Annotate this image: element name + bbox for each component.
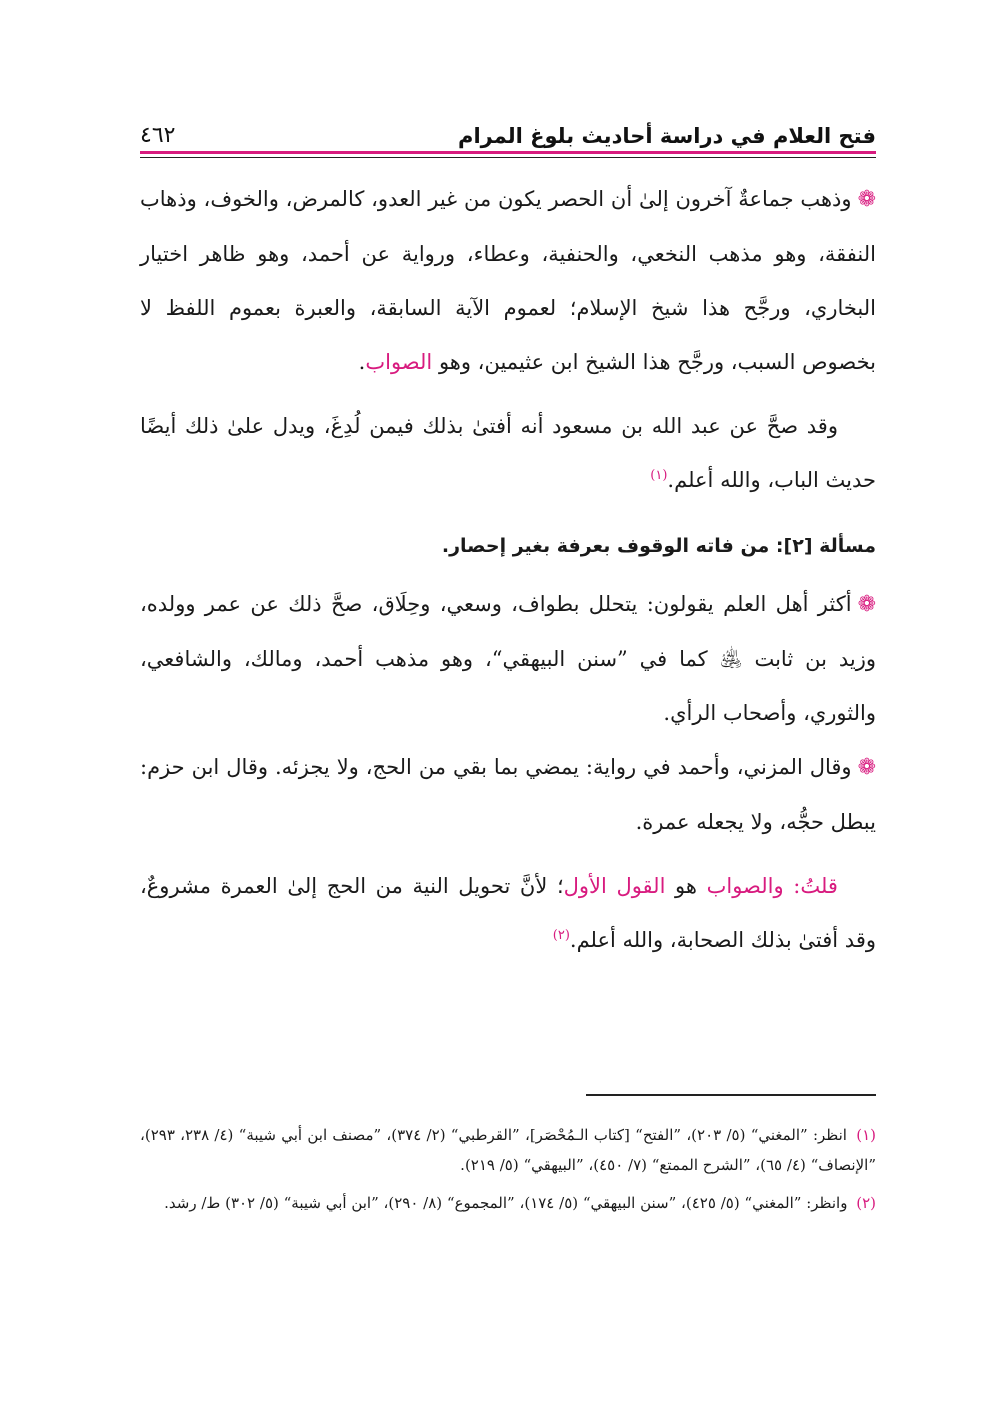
footnote-text: وانظر: ”المغني“ (٥/ ٤٢٥)، ”سنن البيهقي“ (٥/ ١٧٤)، ”المجموع“ (٨/ ٢٩٠)، ”ابن أبي شيبة“ (٥/ ٣٠٢) ط/ رشد.: [164, 1194, 848, 1212]
highlight-text: القول الأول: [563, 874, 666, 898]
paragraph-text: أكثر أهل العلم يقولون: يتحلل بطواف، وسعي، وحِلَاق، صحَّ ذلك عن عمر وولده، وزيد بن ثابت ﵁ كما في ”سنن البيهقي“، وهو مذهب أحمد، ومالك، والشافعي، والثوري، وأصحاب الرأي.: [140, 592, 876, 725]
book-title: فتح العلام في دراسة أحاديث بلوغ المرام: [458, 124, 876, 148]
footnotes: [140, 1120, 876, 1226]
paragraph-text: هو: [675, 874, 697, 898]
page-number: ٤٦٢: [140, 123, 176, 148]
flower-ornament-icon: ❁: [857, 755, 876, 780]
flower-ornament-icon: ❁: [857, 592, 876, 617]
footnote-number: (٢): [856, 1194, 876, 1212]
footnote-number: (١): [856, 1126, 876, 1144]
footnote-text: انظر: ”المغني“ (٥/ ٢٠٣)، ”الفتح“ [كتاب الـمُحْصَر]، ”القرطبي“ (٢/ ٣٧٤)، ”مصنف ابن أبي شيبة“ (٤/ ٢٣٨، ٢٩٣)، ”الإنصاف“ (٤/ ٦٥)، ”الشرح الممتع“ (٧/ ٤٥٠)، ”البيهقي“ (٥/ ٢١٩).: [140, 1126, 876, 1174]
footnote: [140, 1120, 876, 1180]
header-thin-rule: [140, 157, 876, 158]
section-heading: مسألة [٢]: من فاته الوقوف بعرفة بغير إحصار.: [441, 535, 876, 557]
qult-label: قلتُ:: [793, 874, 838, 898]
footnote-divider: [586, 1094, 876, 1096]
highlight-text: الصواب: [365, 350, 433, 374]
footnote-reference[interactable]: (٢): [552, 928, 570, 943]
paragraph: [140, 577, 876, 740]
flower-ornament-icon: ❁: [857, 187, 876, 212]
paragraph-text: وذهب جماعةٌ آخرون إلىٰ أن الحصر يكون من غير العدو، كالمرض، والخوف، وذهاب النفقة، وهو مذهب النخعي، والحنفية، وعطاء، ورواية عن أحمد، وهو ظاهر اختيار البخاري، ورجَّح هذا شيخ الإسلام؛ لعموم الآية السابقة، والعبرة بعموم اللفظ لا بخصوص السبب، ورجَّح هذا الشيخ ابن عثيمين، وهو: [140, 187, 876, 374]
paragraph: [140, 399, 876, 507]
paragraph-text: ؛ لأنَّ تحويل النية من الحج إلىٰ العمرة مشروعٌ، وقد أفتىٰ بذلك الصحابة، والله أعلم.: [140, 874, 876, 952]
paragraph: [140, 172, 876, 389]
main-text: [140, 172, 876, 967]
footnote-reference[interactable]: (١): [650, 468, 668, 483]
paragraph-text: وقد صحَّ عن عبد الله بن مسعود أنه أفتىٰ بذلك فيمن لُدِغَ، ويدل علىٰ ذلك أيضًا حديث الباب، والله أعلم.: [140, 414, 876, 492]
paragraph: [140, 740, 876, 849]
header-accent-rule: [140, 151, 876, 154]
paragraph-end: .: [358, 350, 366, 374]
running-header: [140, 112, 876, 148]
paragraph-text: وقال المزني، وأحمد في رواية: يمضي بما بقي من الحج، ولا يجزئه. وقال ابن حزم: يبطل حجُّه، ولا يجعله عمرة.: [140, 755, 876, 834]
footnote: [140, 1188, 876, 1218]
highlight-text: والصواب: [706, 874, 784, 898]
paragraph: [140, 859, 876, 967]
